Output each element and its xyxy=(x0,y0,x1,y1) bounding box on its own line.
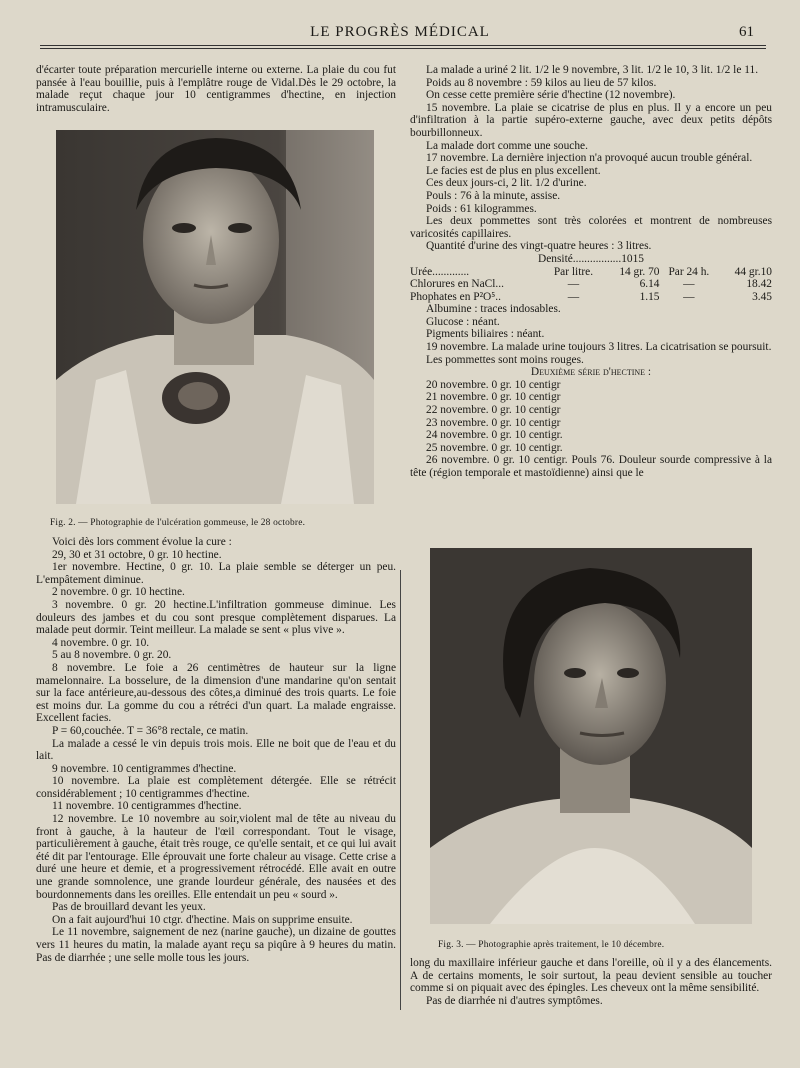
case-note-paragraph: 29, 30 et 31 octobre, 0 gr. 10 hectine. xyxy=(52,548,222,561)
header-rule-2 xyxy=(40,48,766,49)
case-note-paragraph: 9 novembre. 10 centigrammes d'hectine. xyxy=(52,762,237,775)
table-cell: Chlorures en NaCl... xyxy=(410,278,504,291)
case-note-paragraph: Le 11 novembre, saignement de nez (narine gauche), un dizaine de gouttes vers 11 heures du matin, la malade ayant reçu sa piqûre à 9 heures du matin. Pas de diarrhée ; une selle molle tous les jours. xyxy=(36,926,396,964)
dose-entry: 21 novembre. 0 gr. 10 centigr xyxy=(426,391,561,404)
dose-entry: 22 novembre. 0 gr. 10 centigr xyxy=(426,404,561,417)
case-note-paragraph: La malade dort comme une souche. xyxy=(426,139,588,152)
case-note-paragraph: Le facies est de plus en plus excellent. xyxy=(426,164,601,177)
case-note-paragraph: On cesse cette première série d'hectine (12 novembre). xyxy=(426,89,676,102)
case-note-paragraph: 1er novembre. Hectine, 0 gr. 10. La plaie semble se déterger un peu. L'empâtement diminue. xyxy=(36,561,396,586)
case-note-paragraph: 4 novembre. 0 gr. 10. xyxy=(52,636,150,649)
density-line: Densité.................1015 xyxy=(538,252,644,265)
right-column-text xyxy=(410,64,772,480)
left-body-text xyxy=(36,536,396,964)
table-row xyxy=(410,278,772,291)
after-treatment-portrait-image xyxy=(430,548,752,924)
case-note-paragraph: Poids au 8 novembre : 59 kilos au lieu de 57 kilos. xyxy=(426,76,657,89)
case-note-paragraph: 3 novembre. 0 gr. 20 hectine.L'infiltration gommeuse diminue. Les douleurs des jambes et du cou sont presque complètement disparues. La malade peut dormir. Teint meilleur. La malade se sent « plus vive ». xyxy=(36,598,396,637)
table-row xyxy=(410,266,772,279)
case-note-paragraph: 8 novembre. Le foie a 26 centimètres de hauteur sur la ligne mamelonnaire. La bosselure, de la dimension d'une mandarine qu'on sentait sur la face antérieure,au-dessous des côtes,a diminué des trois quarts. Le foie est moins dur. La gomme du cou a rétréci d'un quart. La malade engraisse. Excellent facies. xyxy=(36,661,396,725)
table-cell: 14 gr. 70 xyxy=(619,265,660,278)
dose-entry: 20 novembre. 0 gr. 10 centigr xyxy=(426,378,561,391)
running-header xyxy=(0,24,800,44)
dose-entry: 25 novembre. 0 gr. 10 centigr. xyxy=(426,441,563,454)
table-cell: Phophates en P²O⁵.. xyxy=(410,290,501,303)
case-note-paragraph: La malade a cessé le vin depuis trois mois. Elle ne boit que de l'eau et du lait. xyxy=(36,737,396,763)
case-note-paragraph: Les deux pommettes sont très colorées et montrent de nombreuses varicosités capillaires. xyxy=(410,215,772,240)
table-cell: — xyxy=(567,278,580,291)
case-note-paragraph: 5 au 8 novembre. 0 gr. 20. xyxy=(52,649,172,662)
header-rule xyxy=(40,45,766,46)
table-cell: — xyxy=(683,290,695,303)
table-row xyxy=(410,291,772,304)
case-note-paragraph: 15 novembre. La plaie se cicatrise de plus en plus. Il y a encore un peu d'infiltration à la partie supéro-externe gauche, avec deux petits dépôts bourbillonneux. xyxy=(410,101,772,139)
case-note-paragraph: Pas de diarrhée ni d'autres symptômes. xyxy=(426,994,603,1007)
figure-2-caption: Fig. 2. — Photographie de l'ulcération gommeuse, le 28 octobre. xyxy=(50,518,306,528)
case-note-paragraph: Albumine : traces indosables. xyxy=(426,303,561,316)
ulceration-portrait-image xyxy=(56,130,374,504)
case-note-paragraph: 2 novembre. 0 gr. 10 hectine. xyxy=(52,586,185,599)
case-note-paragraph: Ces deux jours-ci, 2 lit. 1/2 d'urine. xyxy=(426,177,587,190)
table-cell: 6.14 xyxy=(639,278,660,291)
left-intro-text xyxy=(36,64,396,114)
case-note-paragraph: Poids : 61 kilogrammes. xyxy=(426,202,537,215)
dose-entry: 23 novembre. 0 gr. 10 centigr xyxy=(426,416,561,429)
column-divider xyxy=(400,570,401,1010)
page-number: 61 xyxy=(739,24,754,40)
case-note-paragraph: On a fait aujourd'hui 10 ctgr. d'hectine. Mais on supprime ensuite. xyxy=(52,913,353,926)
case-note-paragraph: La malade a uriné 2 lit. 1/2 le 9 novembre, 3 lit. 1/2 le 10, 3 lit. 1/2 le 11. xyxy=(426,64,759,76)
case-note-paragraph: long du maxillaire inférieur gauche et dans l'oreille, où il y a des élancements. A de certains moments, le soir surtout, la peau devient sensible au toucher comme si on piquait avec des épingles. Les cheveux ont la même sensibilité. xyxy=(410,957,772,995)
case-note-paragraph: Pas de brouillard devant les yeux. xyxy=(52,901,206,914)
figure-3-caption: Fig. 3. — Photographie après traitement, le 10 décembre. xyxy=(438,940,665,950)
table-cell: 44 gr.10 xyxy=(734,265,772,278)
intro-paragraph: d'écarter toute préparation mercurielle interne ou externe. La plaie du cou fut pansée à l'eau bouillie, puis à l'emplâtre rouge de Vidal.Dès le 29 octobre, la malade reçut chaque jour 10 centigrammes d'hectine, en injection intramusculaire. xyxy=(36,64,396,114)
case-note-paragraph: Pouls : 76 à la minute, assise. xyxy=(426,189,561,202)
case-note-paragraph: Glucose : néant. xyxy=(426,315,500,328)
case-note-paragraph: Pigments biliaires : néant. xyxy=(426,328,545,341)
figure-2-photo xyxy=(56,130,374,504)
case-note-paragraph: 17 novembre. La dernière injection n'a provoqué aucun trouble général. xyxy=(426,152,753,165)
table-cell: Par litre. xyxy=(553,265,594,278)
case-note-paragraph: 11 novembre. 10 centigrammes d'hectine. xyxy=(52,800,242,813)
case-note-paragraph: 12 novembre. Le 10 novembre au soir,violent mal de tête au niveau du front à gauche, à la hauteur de l'œil correspondant. Tout le visage, particulièrement à gauche, était très rouge, ce qu'elle sentait, et ce qui lui avait été dit par l'entourage. Elle éprouvait une forte chaleur au visage. Cette crise a duré une heure et demie, et a progressivement rétrocédé. Elle avait en outre une grande somnolence, une grande lourdeur générale, des nausées et des bourdonnements dans les oreilles. Elle entendait un peu « sourd ». xyxy=(36,813,396,901)
case-note-paragraph: Les pommettes sont moins rouges. xyxy=(426,353,584,366)
right-bottom-text xyxy=(410,957,772,1007)
case-note-paragraph: 10 novembre. La plaie est complètement détergée. Elle se rétrécit considérablement ; 10 centigrammes d'hectine. xyxy=(36,775,396,800)
table-cell: 3.45 xyxy=(752,290,772,303)
table-cell: 18.42 xyxy=(746,278,772,291)
journal-title: LE PROGRÈS MÉDICAL xyxy=(310,24,490,40)
table-cell: Par 24 h. xyxy=(668,265,710,278)
dose-entry: 24 novembre. 0 gr. 10 centigr. xyxy=(426,429,563,442)
urine-analysis-table xyxy=(410,266,772,304)
case-note-paragraph: 19 novembre. La malade urine toujours 3 litres. La cicatrisation se poursuit. xyxy=(426,341,772,354)
table-cell: 1.15 xyxy=(639,290,660,303)
case-note-paragraph: 26 novembre. 0 gr. 10 centigr. Pouls 76. Douleur sourde compressive à la tête (région temporale et mastoïdienne) ainsi que le xyxy=(410,454,772,479)
table-cell: — xyxy=(567,290,580,303)
case-note-paragraph: P = 60,couchée. T = 36°8 rectale, ce matin. xyxy=(52,724,249,737)
table-cell: Urée............. xyxy=(410,265,470,278)
case-note-paragraph: Quantité d'urine des vingt-quatre heures : 3 litres. xyxy=(426,240,652,253)
figure-3-photo xyxy=(430,548,752,924)
series-heading: Deuxième série d'hectine : xyxy=(530,366,652,379)
table-cell: — xyxy=(683,278,695,291)
case-note-paragraph: Voici dès lors comment évolue la cure : xyxy=(52,536,232,548)
